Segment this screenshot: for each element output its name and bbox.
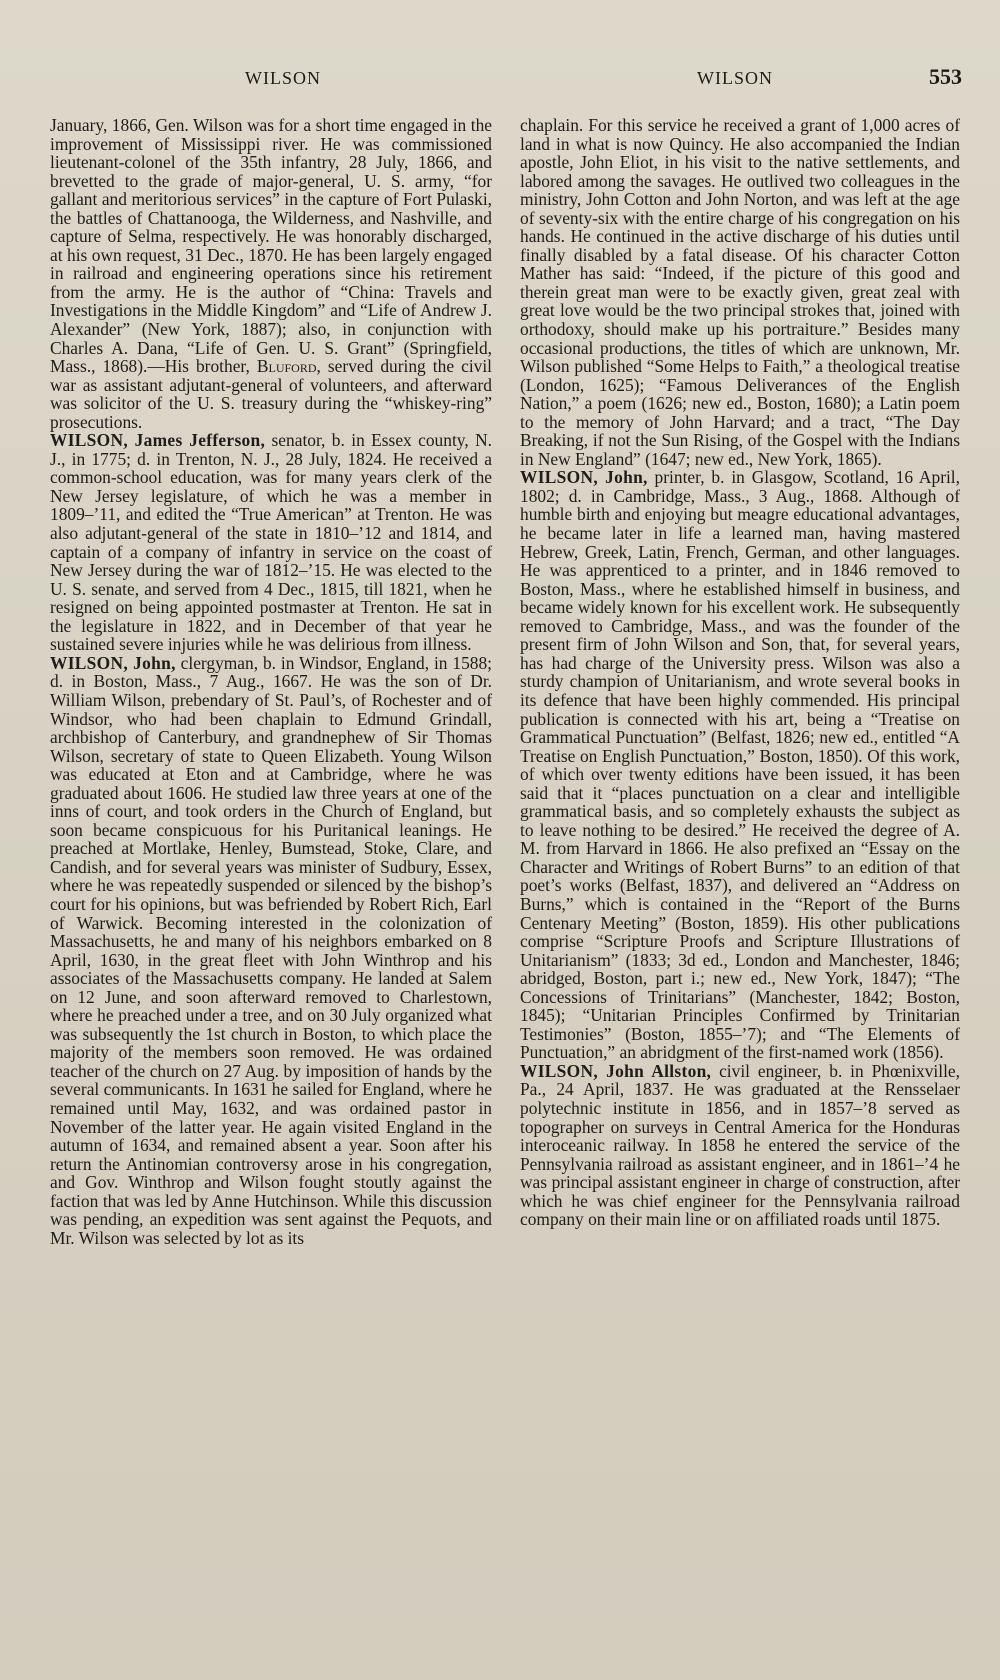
entry-headword: WILSON, John, — [520, 467, 648, 488]
entry-paragraph: WILSON, John, printer, b. in Glasgow, Scotland, 16 April, 1802; d. in Cambridge, Mass., 3 Aug., 1868. Although of humble birth and enjoying but meagre educational advantages, he became later in life a learned man, having mastered Hebrew, Greek, Latin, French, German, and other languages. He was apprenticed to a printer, and in 1846 removed to Boston, Mass., where he established himself in business, and became widely known for his excellent work. He subsequently removed to Cambridge, Mass., and was the founder of the present firm of John Wilson and Son, that, for several years, has had charge of the University press. Wilson was also a sturdy champion of Unitarianism, and wrote several books in its defence that have been highly commended. His principal publication is connected with his art, being a “Treatise on Grammatical Punctuation” (Belfast, 1826; new ed., entitled “A Treatise on English Punctuation,” Boston, 1850). Of this work, of which over twenty editions have been issued, it has been said that it “places punctuation on a clear and intelligible grammatical basis, and so completely exhausts the subject as to leave nothing to be desired.” He received the degree of A. M. from Harvard in 1866. He also prefixed an “Essay on the Character and Writings of Robert Burns” to an edition of that poet’s works (Belfast, 1837), and delivered an “Address on Burns,” which is contained in the “Report of the Burns Centenary Meeting” (Boston, 1859). His other publications comprise “Scripture Proofs and Scripture Illustrations of Unitarianism” (1833; 3d ed., London and Manchester, 1846; abridged, Boston, part i.; new ed., New York, 1847); “The Concessions of Trinitarians” (Manchester, 1842; Boston, 1845); “Unitarian Principles Confirmed by Trinitarian Testimonies” (Boston, 1855–’7); and “The Elements of Punctuation,” an abridgment of the first-named work (1856). — [520, 467, 960, 1063]
running-head-left: WILSON — [245, 68, 321, 88]
continuation-paragraph: January, 1866, Gen. Wilson was for a short time engaged in the improvement of Mississippi river. He was commissioned lieutenant-colonel of the 35th infantry, 28 July, 1866, and brevetted to the grade of major-general, U. S. army, “for gallant and meritorious services” in the capture of Fort Pulaski, the battles of Chattanooga, the Wilderness, and Nashville, and capture of Selma, respectively. He was honorably discharged, at his own request, 31 Dec., 1870. He has been largely engaged in railroad and engineering operations since his retirement from the army. He is the author of “China: Travels and Investigations in the Middle Kingdom” and “Life of Andrew J. Alexander” (New York, 1887); also, in conjunction with Charles A. Dana, “Life of Gen. U. S. Grant” (Springfield, Mass., 1868).—His brother, Bluford, served during the civil war as assistant adjutant-general of volunteers, and afterward was solicitor of the U. S. treasury during the “whiskey-ring” prosecutions. — [50, 115, 493, 432]
page-header — [0, 62, 1000, 92]
page-number: 553 — [929, 64, 962, 89]
running-head-center: WILSON — [697, 68, 773, 88]
entry-paragraph: WILSON, John Allston, civil engineer, b. in Phœnixville, Pa., 24 April, 1837. He was graduated at the Rensselaer polytechnic institute in 1856, and in 1857–’8 served as topographer on surveys in Central America for the Honduras interoceanic railway. In 1858 he entered the service of the Pennsylvania railroad as assistant engineer, and in 1861–’4 he was principal assistant engineer in charge of construction, after which he was chief engineer for the Pennsylvania railroad company on their main line or on affiliated roads until 1875. — [520, 1060, 960, 1230]
continuation-paragraph: chaplain. For this service he received a grant of 1,000 acres of land in what is now Quincy. He also accompanied the Indian apostle, John Eliot, in his visit to the native settlements, and labored among the savages. He outlived two colleagues in the ministry, John Cotton and John Norton, and was left at the age of seventy-six with the entire charge of his congregation on his hands. He continued in the active discharge of his duties until finally disabled by a fatal disease. Of his character Cotton Mather has said: “Indeed, if the picture of this good and therein great man were to be exactly given, great zeal with great love would be the two principal strokes that, joined with orthodoxy, should make up his portraiture.” Besides many occasional productions, the titles of which are unknown, Mr. Wilson published “Some Helps to Faith,” a theological treatise (London, 1625); “Famous Deliverances of the English Nation,” a poem (1626; new ed., Boston, 1680); a Latin poem to the memory of John Harvard; and a tract, “The Day Breaking, if not the Sun Rising, of the Gospel with the Indians in New England” (1647; new ed., New York, 1865). — [520, 115, 960, 469]
entry-headword: WILSON, John, — [50, 652, 176, 673]
entry-headword: WILSON, John Allston, — [520, 1060, 712, 1081]
entry-paragraph: WILSON, John, clergyman, b. in Windsor, England, in 1588; d. in Boston, Mass., 7 Aug., 1667. He was the son of Dr. William Wilson, prebendary of St. Paul’s, of Rochester and of Windsor, who had been chaplain to Edmund Grindall, archbishop of Canterbury, and grandnephew of Sir Thomas Wilson, secretary of state to Queen Elizabeth. Young Wilson was educated at Eton and at Cambridge, where he was graduated about 1606. He studied law three years at one of the inns of court, and took orders in the Church of England, but soon became conspicuous for his Puritanical leanings. He preached at Mortlake, Henley, Bumstead, Stoke, Clare, and Candish, and for several years was minister of Sudbury, Essex, where he was repeatedly suspended or silenced by the bishop’s court for his opinions, but was befriended by Robert Rich, Earl of Warwick. Becoming interested in the colonization of Massachusetts, he and many of his neighbors embarked on 8 April, 1630, in the great fleet with John Winthrop and his associates of the Massachusetts company. He landed at Salem on 12 June, and soon afterward removed to Charlestown, where he preached under a tree, and on 30 July organized what was subsequently the 1st church in Boston, to which place the majority of the members soon removed. He was ordained teacher of the church on 27 Aug. by imposition of hands by the several communicants. In 1631 he sailed for England, where he remained until May, 1632, and was ordained pastor in November of the latter year. He again visited England in the autumn of 1634, and remained absent a year. Soon after his return the Antinomian controversy arose in his congregation, and Gov. Winthrop and Wilson fought stoutly against the faction that was led by Anne Hutchinson. While this discussion was pending, an expedition was sent against the Pequots, and Mr. Wilson was selected by lot as its — [50, 652, 492, 1248]
entry-headword: WILSON, James Jefferson, — [50, 430, 266, 451]
smallcaps-name: Bluford — [256, 356, 317, 377]
right-column — [520, 116, 960, 1229]
entry-paragraph: WILSON, James Jefferson, senator, b. in Essex county, N. J., in 1775; d. in Trenton, N. J., 28 July, 1824. He received a common-school education, was for many years clerk of the New Jersey legislature, of which he was a member in 1809–’11, and edited the “True American” at Trenton. He was also adjutant-general of the state in 1810–’12 and 1814, and captain of a company of infantry in service on the coast of New Jersey during the war of 1812–’15. He was elected to the U. S. senate, and served from 4 Dec., 1815, till 1821, when he resigned on being appointed postmaster at Trenton. He sat in the legislature in 1822, and in December of that year he sustained severe injuries while he was delirious from illness. — [50, 430, 492, 655]
left-column — [50, 116, 492, 1247]
